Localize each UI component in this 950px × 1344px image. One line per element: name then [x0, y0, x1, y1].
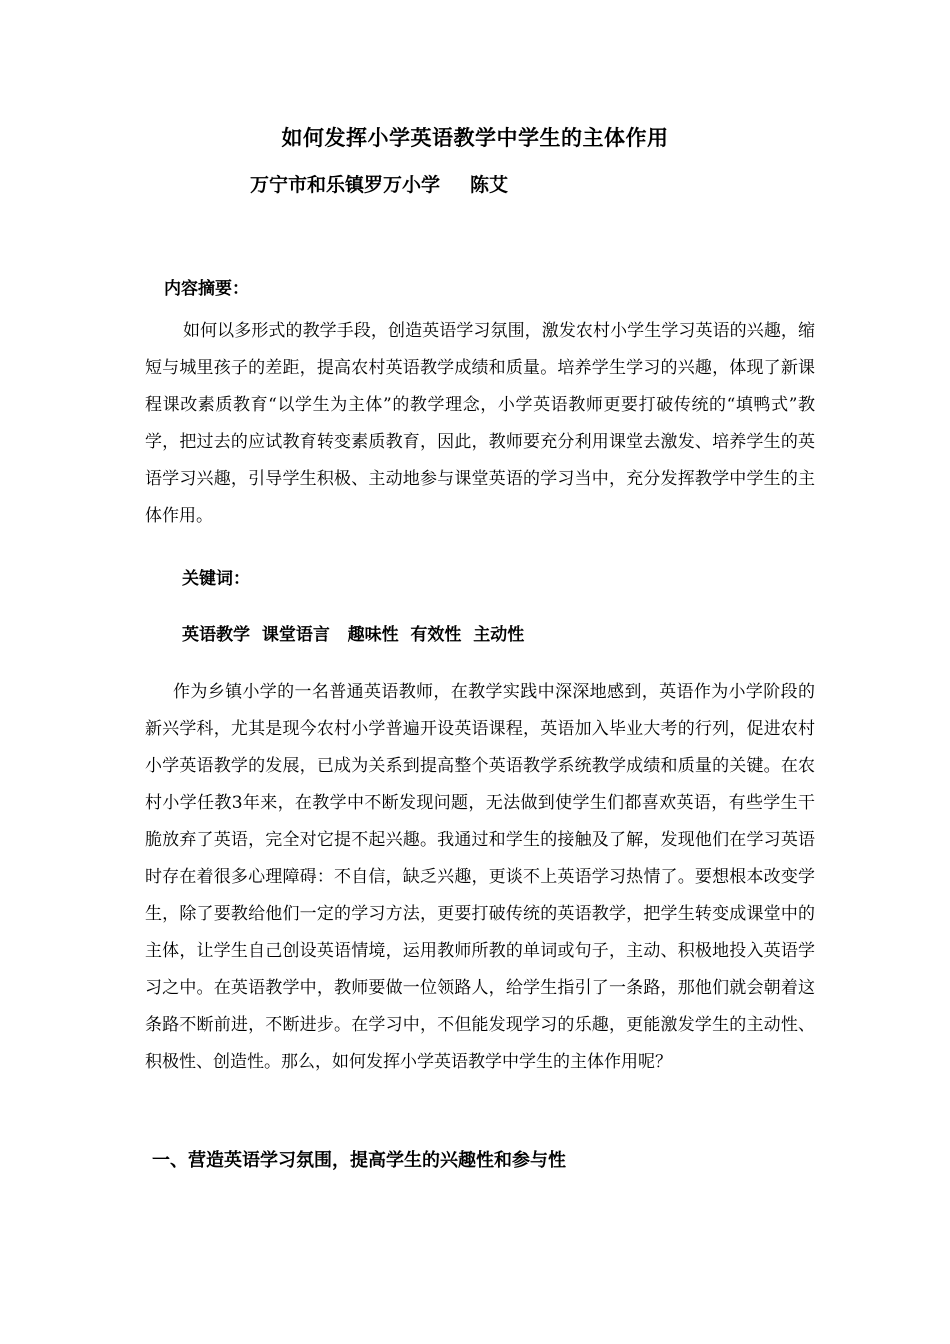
body-paragraph: 作为乡镇小学的一名普通英语教师，在教学实践中深深地感到，英语作为小学阶段的新兴学科，尤其是现今农村小学普遍开设英语课程，英语加入毕业大考的行列，促进农村小学英语教学的发展，已成为关系到提高整个英语教学系统教学成绩和质量的关键。在农村小学任教3年来，在教学中不断发现问题，无法做到使学生们都喜欢英语，有些学生干脆放弃了英语，完全对它提不起兴趣。我通过和学生的接触及了解，发现他们在学习英语时存在着很多心理障碍：不自信，缺乏兴趣，更谈不上英语学习热情了。要想根本改变学生，除了要教给他们一定的学习方法，更要打破传统的英语教学，把学生转变成课堂中的主体，让学生自己创设英语情境，运用教师所教的单词或句子，主动、积极地投入英语学习之中。在英语教学中，教师要做一位领路人，给学生指引了一条路，那他们就会朝着这条路不断前进，不断进步。在学习中，不但能发现学习的乐趣，更能激发学生的主动性、积极性、创造性。那么，如何发挥小学英语教学中学生的主体作用呢？: [145, 682, 815, 1072]
author-school: 万宁市和乐镇罗万小学: [250, 174, 441, 196]
author-line: [250, 170, 508, 197]
keywords-list: 英语教学 课堂语言 趣味性 有效性 主动性: [182, 625, 525, 645]
abstract-label: 内容摘要：: [164, 279, 249, 299]
abstract-paragraph: 如何以多形式的教学手段，创造英语学习氛围，激发农村小学生学习英语的兴趣，缩短与城里孩子的差距，提高农村英语教学成绩和质量。培养学生学习的兴趣，体现了新课程课改素质教育“以学生为主体”的教学理念，小学英语教师更要打破传统的“填鸭式”教学，把过去的应试教育转变素质教育，因此，教师要充分利用课堂去激发、培养学生的英语学习兴趣，引导学生积极、主动地参与课堂英语的学习当中，充分发挥教学中学生的主体作用。: [145, 321, 815, 526]
document-title: 如何发挥小学英语教学中学生的主体作用: [281, 125, 669, 150]
section-heading: 一、营造英语学习氛围，提高学生的兴趣性和参与性: [152, 1150, 566, 1171]
author-name: 陈艾: [470, 174, 509, 196]
keywords-label: 关键词：: [182, 569, 250, 589]
